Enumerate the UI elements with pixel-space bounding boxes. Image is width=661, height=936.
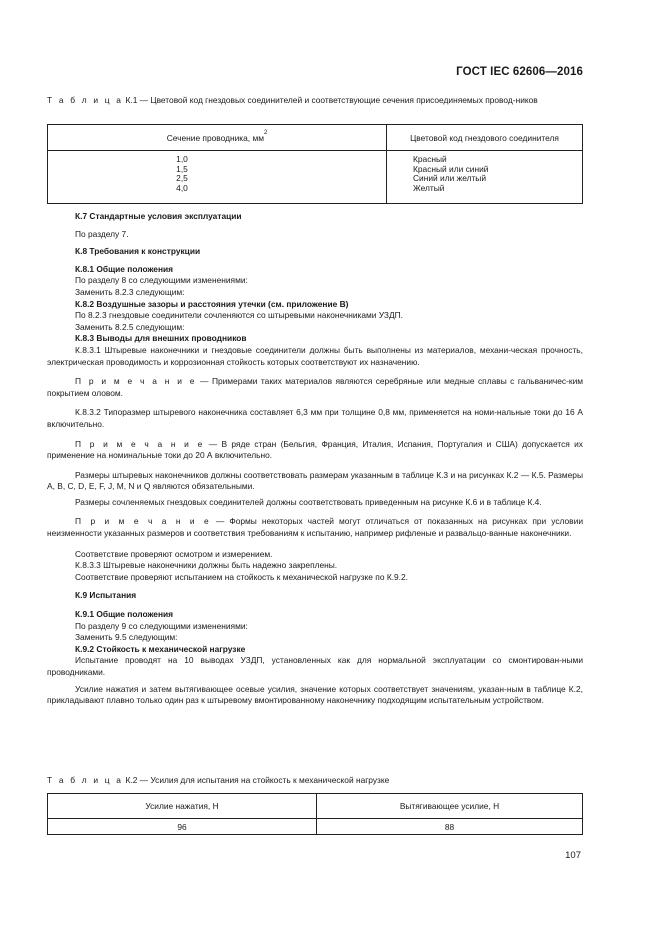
paragraph: Размеры штыревых наконечников должны соответствовать размерам указанным в таблице К.3 и на рисунках К.2 — К.5. Размеры А, В, С, D, Е, F, J, М, N и Q являются обязательными. xyxy=(47,469,583,492)
paragraph: К.8.3.3 Штыревые наконечники должны быть надежно закреплены. xyxy=(75,560,338,571)
note-3: П р и м е ч а н и е — Формы некоторых частей могут отличаться от показанных на рисунках при условии неизменности указанных размеров и соответствия требованиям к испытанию, например рифленые и развальцо-ванные наконечники. xyxy=(47,516,583,539)
paragraph: Усилие нажатия и затем вытягивающее осевые усилия, значение которых соответствует значениям, указан-ным в таблице К.2, прикладывают плавно только один раз к штыревому вмонтированному наконечнику подходящим испытательным устройством. xyxy=(47,683,583,706)
table1-sections-cell xyxy=(48,151,387,204)
section-heading-k83: К.8.3 Выводы для внешних проводников xyxy=(75,333,247,344)
paragraph: К.8.3.1 Штыревые наконечники и гнездовые соединители должны быть выполнены из материалов, механи-ческая прочность, электрическая проводимость и коррозионная стойкость которых соответствуют их назначению. xyxy=(47,344,583,367)
table-cell: Желтый xyxy=(413,183,445,194)
section-heading-k8: К.8 Требования к конструкции xyxy=(75,246,201,257)
paragraph: По разделу 9 со следующими изменениями: xyxy=(75,620,248,631)
paragraph: Заменить 9.5 следующим: xyxy=(75,632,178,643)
standard-designation: ГОСТ IEC 62606—2016 xyxy=(456,66,583,78)
table1-col2-header: Цветовой код гнездового соединителя xyxy=(387,125,583,151)
page-number: 107 xyxy=(565,850,581,861)
paragraph: Соответствие проверяют испытанием на стойкость к механической нагрузке по К.9.2. xyxy=(75,571,408,582)
table2-caption-prefix: Т а б л и ц а xyxy=(47,775,124,785)
paragraph: Заменить 8.2.5 следующим: xyxy=(75,321,185,332)
table-cell: 2,5 xyxy=(176,173,188,184)
table1-caption-prefix: Т а б л и ц а xyxy=(47,95,124,105)
table-cell: 4,0 xyxy=(176,183,188,194)
note-2: П р и м е ч а н и е — В ряде стран (Бельгия, Франция, Италия, Испания, Португалия и США) допускается их применение на номинальные токи до 20 А включительно. xyxy=(47,438,583,461)
table-k1 xyxy=(47,124,583,204)
section-heading-k9: К.9 Испытания xyxy=(75,590,137,601)
table2-push-value: 96 xyxy=(48,819,317,835)
paragraph: К.8.3.2 Типоразмер штыревого наконечника составляет 6,3 мм при толщине 0,8 мм, применяется на номи-нальные токи до 16 А включительно. xyxy=(47,407,583,429)
paragraph: По 8.2.3 гнездовые соединители сочленяются со штыревыми наконечниками УЗДП. xyxy=(75,310,404,321)
paragraph: По разделу 7. xyxy=(75,228,129,239)
section-heading-k82: К.8.2 Воздушные зазоры и расстояния утечки (см. приложение В) xyxy=(75,298,349,309)
table2-col1-header: Усилие нажатия, Н xyxy=(48,794,317,819)
table1-caption-text: К.1 — Цветовой код гнездовых соединителей и соответствующие сечения присоединяемых провод-ников xyxy=(125,95,538,105)
table-cell: Красный xyxy=(413,154,447,164)
table2-body-row xyxy=(48,819,583,835)
paragraph: Соответствие проверяют осмотром и измерением. xyxy=(75,548,273,559)
table2-caption-text: К.2 — Усилия для испытания на стойкость к механической нагрузке xyxy=(125,775,390,785)
table2-header-row xyxy=(48,794,583,819)
section-heading-k81: К.8.1 Общие положения xyxy=(75,263,174,274)
table1-caption xyxy=(47,95,585,107)
paragraph: Заменить 8.2.3 следующим: xyxy=(75,286,185,297)
table1-colors-cell xyxy=(387,151,583,204)
section-heading-k7: К.7 Стандартные условия эксплуатации xyxy=(75,211,242,221)
table2-caption xyxy=(47,775,585,787)
note-1: П р и м е ч а н и е — Примерами таких материалов являются серебряные или медные сплавы с гальваничес-ким покрытием оловом. xyxy=(47,376,584,398)
table2-pull-value: 88 xyxy=(317,819,583,835)
table1-body-row xyxy=(48,151,583,204)
table-cell: Синий или желтый xyxy=(413,173,487,184)
section-heading-k91: К.9.1 Общие положения xyxy=(75,609,174,620)
table2-col2-header: Вытягивающее усилие, Н xyxy=(317,794,583,819)
paragraph: Испытание проводят на 10 выводах УЗДП, установленных как для нормальной эксплуатации со смонтирован-ными проводниками. xyxy=(47,655,583,677)
table1-col1-header: Сечение проводника, $мм^2$ xyxy=(48,125,387,151)
section-heading-k92: К.9.2 Стойкость к механической нагрузке xyxy=(75,643,246,654)
table1-header-row xyxy=(48,125,583,151)
table-k2 xyxy=(47,793,583,835)
paragraph: Размеры сочленяемых гнездовых соединителей должны соответствовать приведенным на рисунке К.6 и в таблице К.4. xyxy=(75,496,542,507)
main-text xyxy=(47,211,583,707)
paragraph: По разделу 8 со следующими изменениями: xyxy=(75,275,248,286)
table-cell: Красный или синий xyxy=(413,163,489,174)
table-cell: 1,0 xyxy=(176,154,188,164)
table-cell: 1,5 xyxy=(176,163,188,174)
